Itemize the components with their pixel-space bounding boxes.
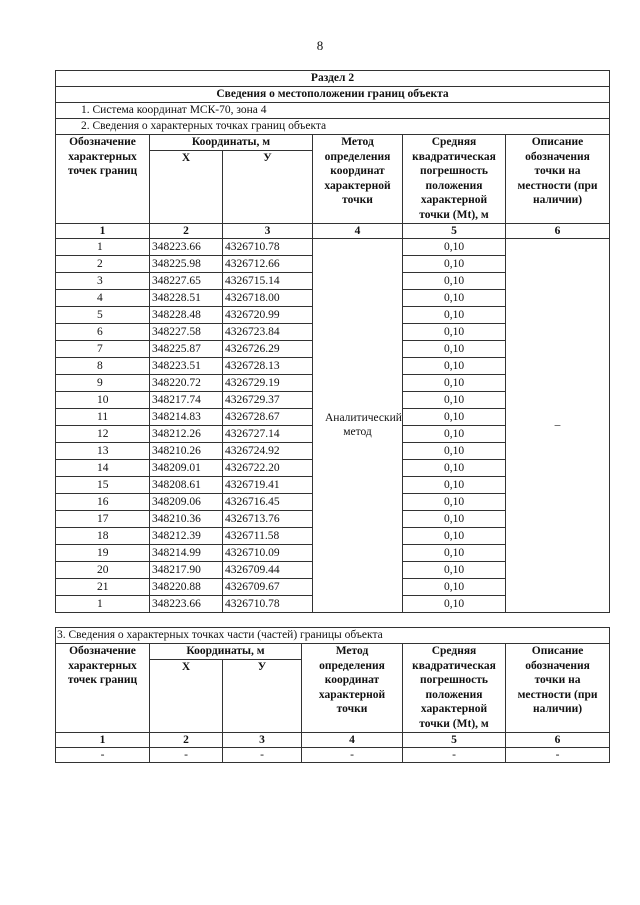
header-method: Метод определения координат характерной точки: [302, 644, 403, 733]
column-number: 3: [223, 223, 313, 238]
point-y: 4326723.84: [223, 323, 313, 340]
point-x: 348228.51: [150, 289, 223, 306]
point-y: 4326728.67: [223, 408, 313, 425]
header-error: Средняя квадратическая погрешность положения характерной точки (Mt), м: [403, 644, 506, 733]
point-x: 348209.01: [150, 459, 223, 476]
point-x: 348225.98: [150, 255, 223, 272]
point-number: 1: [56, 595, 150, 612]
parts-section-label: 3. Сведения о характерных точках части (частей) границы объекта: [56, 628, 610, 644]
point-x: 348214.83: [150, 408, 223, 425]
point-y: 4326729.19: [223, 374, 313, 391]
column-number: 6: [506, 223, 610, 238]
point-error: 0,10: [403, 561, 506, 578]
point-x: 348210.26: [150, 442, 223, 459]
point-x: 348220.88: [150, 578, 223, 595]
point-y: 4326719.41: [223, 476, 313, 493]
point-x: 348220.72: [150, 374, 223, 391]
header-method: Метод определения координат характерной точки: [313, 135, 403, 224]
point-y: 4326724.92: [223, 442, 313, 459]
point-error: 0,10: [403, 408, 506, 425]
point-number: 19: [56, 544, 150, 561]
point-x: 348212.39: [150, 527, 223, 544]
point-error: 0,10: [403, 306, 506, 323]
point-error: 0,10: [403, 459, 506, 476]
point-x: 348217.74: [150, 391, 223, 408]
empty-cell: -: [223, 747, 302, 762]
point-y: 4326729.37: [223, 391, 313, 408]
point-y: 4326709.67: [223, 578, 313, 595]
column-number: 6: [506, 732, 610, 747]
point-error: 0,10: [403, 578, 506, 595]
point-error: 0,10: [403, 476, 506, 493]
point-error: 0,10: [403, 289, 506, 306]
point-x: 348208.61: [150, 476, 223, 493]
point-y: 4326710.78: [223, 595, 313, 612]
point-x: 348210.36: [150, 510, 223, 527]
empty-cell: -: [56, 747, 150, 762]
point-x: 348223.66: [150, 595, 223, 612]
point-number: 17: [56, 510, 150, 527]
point-number: 21: [56, 578, 150, 595]
point-error: 0,10: [403, 544, 506, 561]
column-number: 4: [313, 223, 403, 238]
description-value: –: [506, 238, 610, 612]
point-y: 4326716.45: [223, 493, 313, 510]
column-number: 4: [302, 732, 403, 747]
header-y: У: [223, 150, 313, 223]
section-subtitle: Сведения о местоположении границ объекта: [56, 87, 610, 103]
point-x: 348225.87: [150, 340, 223, 357]
point-number: 5: [56, 306, 150, 323]
point-error: 0,10: [403, 391, 506, 408]
point-x: 348223.51: [150, 357, 223, 374]
point-y: 4326710.78: [223, 238, 313, 255]
point-error: 0,10: [403, 272, 506, 289]
point-number: 1: [56, 238, 150, 255]
column-number: 5: [403, 223, 506, 238]
point-number: 14: [56, 459, 150, 476]
point-error: 0,10: [403, 374, 506, 391]
header-designation: Обозначение характерных точек границ: [56, 135, 150, 224]
part-points-table: [55, 627, 610, 763]
points-section-label: 2. Сведения о характерных точках границ объекта: [56, 119, 610, 135]
header-coordinates: Координаты, м: [150, 644, 302, 660]
column-number: 5: [403, 732, 506, 747]
point-y: 4326715.14: [223, 272, 313, 289]
point-x: 348227.65: [150, 272, 223, 289]
point-y: 4326711.58: [223, 527, 313, 544]
empty-cell: -: [150, 747, 223, 762]
header-description: Описание обозначения точки на местности (при наличии): [506, 135, 610, 224]
column-number: 2: [150, 732, 223, 747]
point-number: 15: [56, 476, 150, 493]
point-number: 13: [56, 442, 150, 459]
point-y: 4326718.00: [223, 289, 313, 306]
point-y: 4326726.29: [223, 340, 313, 357]
header-error: Средняя квадратическая погрешность положения характерной точки (Mt), м: [403, 135, 506, 224]
point-y: 4326713.76: [223, 510, 313, 527]
point-error: 0,10: [403, 493, 506, 510]
point-number: 9: [56, 374, 150, 391]
point-number: 20: [56, 561, 150, 578]
point-x: 348209.06: [150, 493, 223, 510]
point-number: 7: [56, 340, 150, 357]
point-number: 12: [56, 425, 150, 442]
point-error: 0,10: [403, 340, 506, 357]
point-x: 348214.99: [150, 544, 223, 561]
point-error: 0,10: [403, 357, 506, 374]
header-x: X: [150, 150, 223, 223]
point-x: 348228.48: [150, 306, 223, 323]
point-error: 0,10: [403, 323, 506, 340]
coordinate-system: 1. Система координат МСК-70, зона 4: [56, 103, 610, 119]
point-x: 348227.58: [150, 323, 223, 340]
empty-cell: -: [506, 747, 610, 762]
point-number: 16: [56, 493, 150, 510]
header-coordinates: Координаты, м: [150, 135, 313, 151]
column-number: 1: [56, 732, 150, 747]
table-row: [56, 238, 610, 255]
point-number: 8: [56, 357, 150, 374]
column-number: 3: [223, 732, 302, 747]
point-error: 0,10: [403, 442, 506, 459]
point-error: 0,10: [403, 527, 506, 544]
point-number: 3: [56, 272, 150, 289]
point-error: 0,10: [403, 595, 506, 612]
boundary-points-table: [55, 70, 610, 613]
point-y: 4326709.44: [223, 561, 313, 578]
point-x: 348217.90: [150, 561, 223, 578]
point-error: 0,10: [403, 238, 506, 255]
point-number: 4: [56, 289, 150, 306]
point-error: 0,10: [403, 510, 506, 527]
point-x: 348223.66: [150, 238, 223, 255]
section-title: Раздел 2: [56, 71, 610, 87]
point-error: 0,10: [403, 425, 506, 442]
header-designation: Обозначение характерных точек границ: [56, 644, 150, 733]
header-x: X: [150, 659, 223, 732]
header-description: Описание обозначения точки на местности (при наличии): [506, 644, 610, 733]
point-number: 11: [56, 408, 150, 425]
point-y: 4326722.20: [223, 459, 313, 476]
point-x: 348212.26: [150, 425, 223, 442]
point-y: 4326728.13: [223, 357, 313, 374]
column-number: 1: [56, 223, 150, 238]
point-error: 0,10: [403, 255, 506, 272]
point-number: 2: [56, 255, 150, 272]
method-value: Аналитический метод: [313, 238, 403, 612]
point-y: 4326720.99: [223, 306, 313, 323]
point-number: 6: [56, 323, 150, 340]
point-y: 4326727.14: [223, 425, 313, 442]
point-number: 18: [56, 527, 150, 544]
column-number: 2: [150, 223, 223, 238]
empty-cell: -: [302, 747, 403, 762]
point-number: 10: [56, 391, 150, 408]
point-y: 4326712.66: [223, 255, 313, 272]
point-y: 4326710.09: [223, 544, 313, 561]
header-y: У: [223, 659, 302, 732]
empty-cell: -: [403, 747, 506, 762]
page-number: 8: [316, 38, 324, 53]
